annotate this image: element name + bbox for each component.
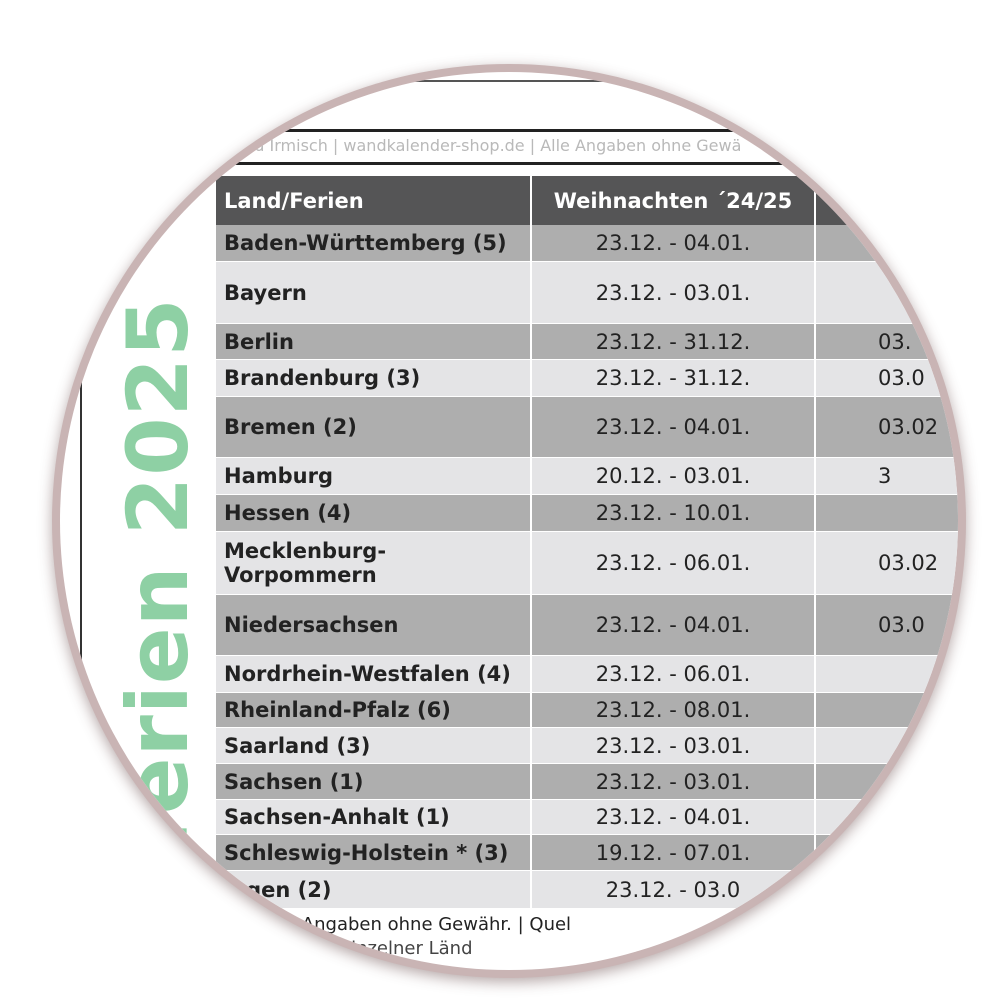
cell-weihnachten: 23.12. - 03.0 [532,871,816,908]
cell-weihnachten: 23.12. - 03.01. [532,728,816,763]
table-row [216,763,958,799]
cell-next-column: 03.0 [878,613,925,637]
cell-land: Mecklenburg-Vorpommern [216,532,532,594]
cell-weihnachten: 23.12. - 03.01. [532,764,816,799]
cell-weihnachten: 23.12. - 06.01. [532,656,816,692]
cell-land: Baden-Württemberg (5) [216,225,532,261]
table-row [216,594,958,655]
table-row [216,655,958,692]
table-row [216,323,958,359]
header-next-column [816,176,958,225]
cell-land: Niedersachsen [216,595,532,655]
cell-next-column [816,225,958,261]
cell-land: Sachsen (1) [216,764,532,799]
table-body [216,225,958,908]
cell-land: Sachsen-Anhalt (1) [216,800,532,834]
cell-land: Rheinland-Pfalz (6) [216,693,532,727]
cell-land: Brandenburg (3) [216,360,532,396]
footer-note-2: einzelner Länd [340,938,473,959]
top-divider-short [380,80,610,82]
footer-note: 23| Alle Angaben ohne Gewähr. | Quel [228,914,572,935]
table-row [216,692,958,727]
cell-next-column: 03.02 [878,415,939,439]
cell-next-column [816,728,958,763]
cell-next-column [816,656,958,692]
cell-weihnachten: 23.12. - 04.01. [532,225,816,261]
cell-weihnachten: 23.12. - 04.01. [532,800,816,834]
cell-land: Hamburg [216,458,532,494]
top-divider [230,129,958,132]
cell-next-column: 3 [878,464,892,488]
cell-weihnachten: 23.12. - 04.01. [532,397,816,457]
cell-next-column [816,800,958,834]
cell-land: Bayern [216,262,532,323]
table-row [216,870,958,908]
cell-weihnachten: 19.12. - 07.01. [532,835,816,870]
table-row [216,727,958,763]
header-weihnachten: Weihnachten ´24/25 [532,176,816,225]
table-header-row [216,176,958,225]
cell-land: Bremen (2) [216,397,532,457]
cell-land: ingen (2) [216,871,532,908]
cell-weihnachten: 23.12. - 04.01. [532,595,816,655]
cell-weihnachten: 23.12. - 31.12. [532,324,816,359]
cell-weihnachten: 20.12. - 03.01. [532,458,816,494]
table-row [216,531,958,594]
table-row [216,396,958,457]
left-border [80,170,82,890]
table-top-divider [210,162,958,165]
cell-next-column [816,693,958,727]
cell-next-column [816,764,958,799]
table-row [216,494,958,531]
table-row [216,457,958,494]
cell-next-column [816,262,958,323]
vertical-title: ulferien 2025 [109,297,207,943]
header-land: Land/Ferien [216,176,532,225]
cell-land: Nordrhein-Westfalen (4) [216,656,532,692]
table-row [216,799,958,834]
table-row [216,834,958,870]
cell-land: Berlin [216,324,532,359]
calendar-document [60,72,958,970]
cell-next-column: 03.02 [878,551,939,575]
credit-line: sand Irmisch | wandkalender-shop.de | Alle Angaben ohne Gewä [226,136,742,155]
cell-weihnachten: 23.12. - 10.01. [532,495,816,531]
table-row [216,359,958,396]
cell-land: Saarland (3) [216,728,532,763]
lens-content [60,72,958,970]
cell-next-column [816,835,958,870]
cell-land: Hessen (4) [216,495,532,531]
table-row [216,225,958,261]
cell-next-column [816,871,958,908]
cell-weihnachten: 23.12. - 08.01. [532,693,816,727]
cell-next-column [816,495,958,531]
cell-land: Schleswig-Holstein * (3) [216,835,532,870]
cell-next-column: 03.0 [878,366,925,390]
cell-weihnachten: 23.12. - 31.12. [532,360,816,396]
table-row [216,261,958,323]
cell-weihnachten: 23.12. - 06.01. [532,532,816,594]
holiday-table [216,176,958,908]
cell-weihnachten: 23.12. - 03.01. [532,262,816,323]
cell-next-column: 03. [878,329,912,354]
